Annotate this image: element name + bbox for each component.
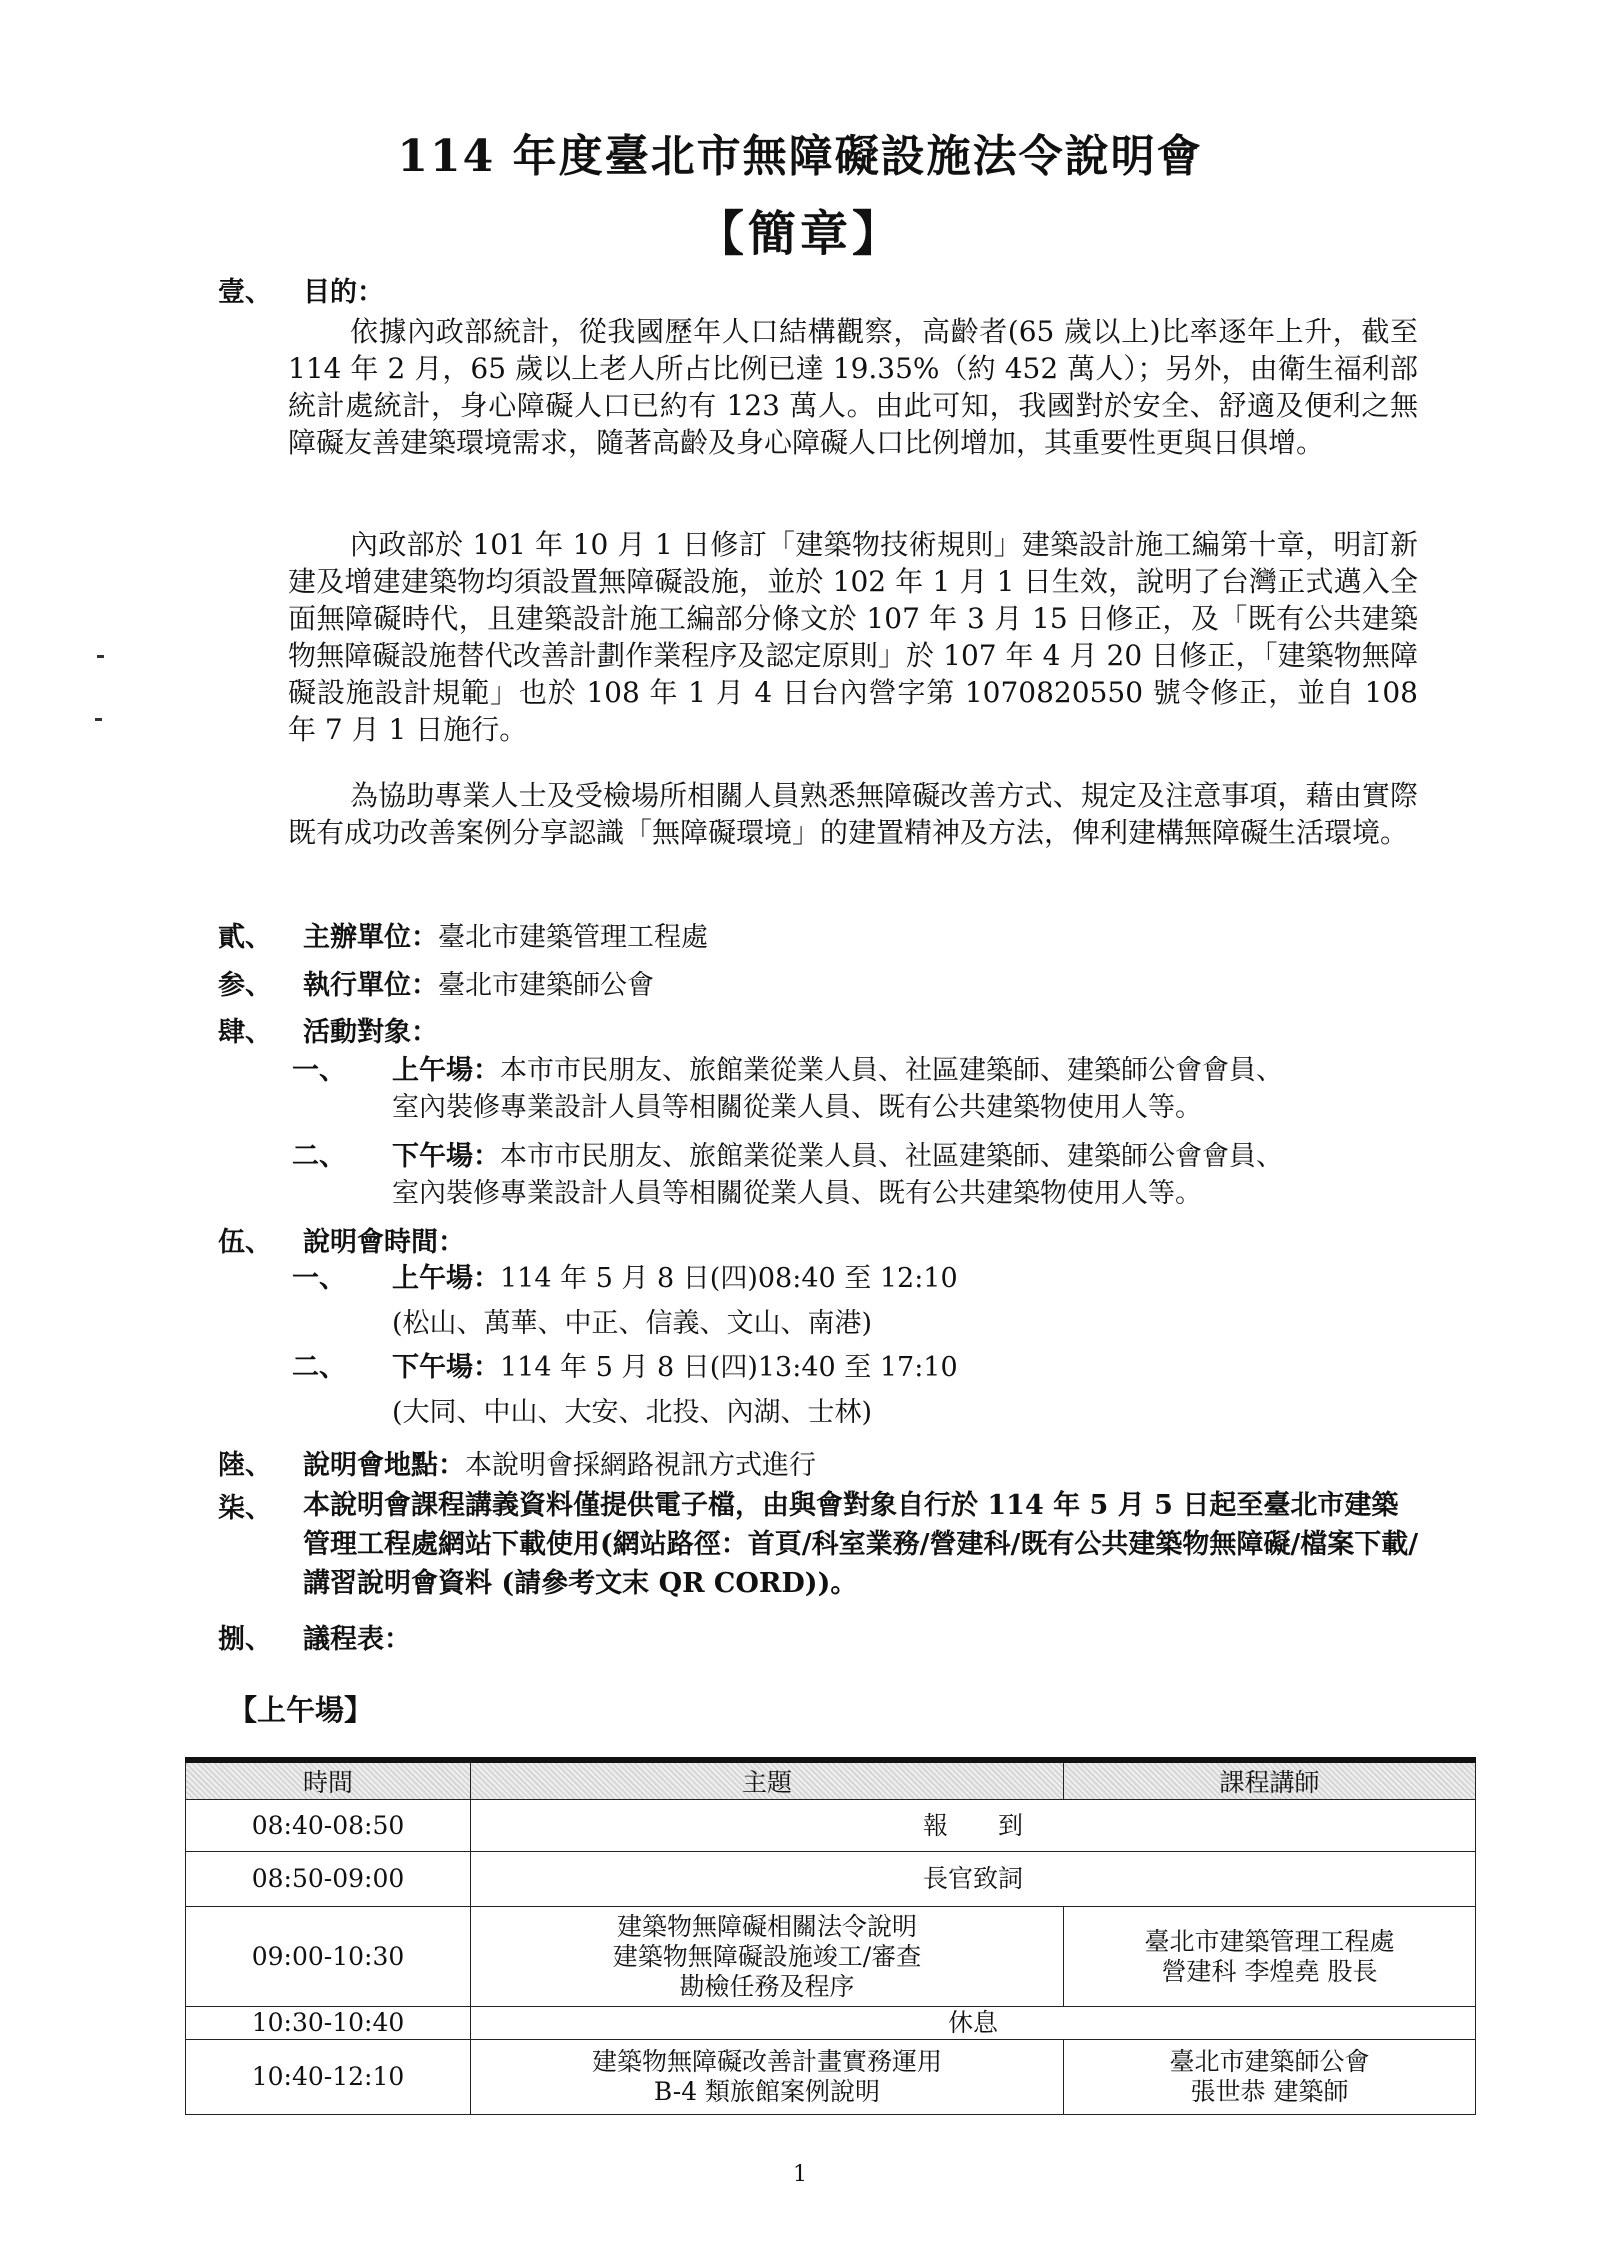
section-agenda <box>218 1617 411 1656</box>
item-line-2: (大同、中山、大安、北投、內湖、士林) <box>392 1397 873 1428</box>
cell-topic: 報 到 <box>471 1800 1476 1852</box>
section-number: 貳、 <box>218 922 272 953</box>
page-number: 1 <box>793 2162 807 2187</box>
item-number: 二、 <box>292 1352 346 1383</box>
section-label: 主辦單位： <box>303 922 438 953</box>
purpose-paragraph-1: 依據內政部統計，從我國歷年人口結構觀察，高齡者(65 歲以上)比率逐年上升，截至 114 年 2 月，65 歲以上老人所占比例已達 19.35%（約 452 萬人）；另外，由衛生福利部統計處統計，身心障礙人口已約有 123 萬人。由此可知，我國對於安全、舒適及便利之無障礙友善建築環境需求，隨著高齡及身心障礙人口比例增加，其重要性更與日俱增。 <box>288 315 1418 459</box>
section-number: 捌、 <box>218 1624 272 1655</box>
section-number: 肆、 <box>218 1017 272 1048</box>
cell-time: 08:50-09:00 <box>186 1852 471 1907</box>
cell-topic: 休息 <box>471 2007 1476 2040</box>
item-label: 上午場： <box>392 1055 500 1086</box>
table-row <box>186 2007 1476 2040</box>
header-topic: 主題 <box>471 1760 1064 1800</box>
agenda-table <box>185 1757 1476 2115</box>
section-number: 柒、 <box>218 1493 272 1524</box>
item-line-1: 114 年 5 月 8 日(四)08:40 至 12:10 <box>500 1263 958 1294</box>
section-label: 議程表： <box>303 1624 411 1655</box>
cell-topic: 長官致詞 <box>471 1852 1476 1907</box>
purpose-paragraph-2: 內政部於 101 年 10 月 1 日修訂「建築物技術規則」建築設計施工編第十章，明訂新建及增建建築物均須設置無障礙設施，並於 102 年 1 月 1 日生效，說明了台灣正式邁入全面無障礙時代，且建築設計施工編部分條文於 107 年 3 月 15 日修正，及「既有公共建築物無障礙設施替代改善計劃作業程序及認定原則」於 107 年 4 月 20 日修正，「建築物無障礙設施設計規範」也於 108 年 1 月 4 日台內營字第 1070820550 號令修正，並自 108 年 7 月 1 日施行。 <box>288 528 1418 746</box>
section-materials <box>218 1486 303 1525</box>
scan-speck <box>97 655 104 658</box>
header-time: 時間 <box>186 1760 471 1800</box>
section-audience <box>218 1010 438 1049</box>
cell-speaker: 臺北市建築管理工程處 營建科 李煌堯 股長 <box>1064 1907 1476 2007</box>
materials-paragraph: 本說明會課程講義資料僅提供電子檔，由與會對象自行於 114 年 5 月 5 日起至臺北市建築管理工程處網站下載使用(網站路徑：首頁/科室業務/營建科/既有公共建築物無障礙/檔案下載/講習說明會資料 (請參考文末 QR CORD))。 <box>303 1490 1419 1599</box>
section-location <box>218 1443 816 1482</box>
cell-speaker: 臺北市建築師公會 張世恭 建築師 <box>1064 2040 1476 2115</box>
section-executor <box>218 963 654 1002</box>
section-label: 說明會時間： <box>303 1227 465 1258</box>
item-line-2: 室內裝修專業設計人員等相關從業人員、既有公共建築物使用人等。 <box>392 1092 1202 1123</box>
section-number: 伍、 <box>218 1227 272 1258</box>
organizer-value: 臺北市建築管理工程處 <box>438 922 708 953</box>
section-organizer <box>218 915 708 954</box>
cell-time: 10:30-10:40 <box>186 2007 471 2040</box>
schedule-item <box>292 1345 958 1435</box>
audience-item <box>292 1138 1283 1212</box>
item-line-2: (松山、萬華、中正、信義、文山、南港) <box>392 1308 873 1339</box>
item-line-1: 本市市民朋友、旅館業從業人員、社區建築師、建築師公會會員、 <box>500 1055 1283 1086</box>
item-label: 上午場： <box>392 1263 500 1294</box>
cell-topic: 建築物無障礙相關法令說明 建築物無障礙設施竣工/審查 勘檢任務及程序 <box>471 1907 1064 2007</box>
session-label: 【上午場】 <box>228 1693 374 1727</box>
section-purpose <box>218 270 384 309</box>
schedule-item <box>292 1256 958 1346</box>
cell-time: 10:40-12:10 <box>186 2040 471 2115</box>
cell-time: 09:00-10:30 <box>186 1907 471 2007</box>
header-speaker: 課程講師 <box>1064 1760 1476 1800</box>
item-number: 二、 <box>292 1141 346 1172</box>
cell-topic: 建築物無障礙改善計畫實務運用 B-4 類旅館案例說明 <box>471 2040 1064 2115</box>
section-number: 陸、 <box>218 1450 272 1481</box>
item-label: 下午場： <box>392 1141 500 1172</box>
location-value: 本說明會採網路視訊方式進行 <box>465 1450 816 1481</box>
section-label: 目的： <box>303 277 384 308</box>
agenda-header-row <box>186 1760 1476 1800</box>
section-time <box>218 1220 465 1259</box>
purpose-paragraph-3: 為協助專業人士及受檢場所相關人員熟悉無障礙改善方式、規定及注意事項，藉由實際既有成功改善案例分享認識「無障礙環境」的建置精神及方法，俾利建構無障礙生活環境。 <box>288 779 1418 849</box>
audience-item <box>292 1052 1283 1126</box>
table-row <box>186 1800 1476 1852</box>
item-line-2: 室內裝修專業設計人員等相關從業人員、既有公共建築物使用人等。 <box>392 1178 1202 1209</box>
table-row <box>186 1907 1476 2007</box>
section-number: 壹、 <box>218 277 272 308</box>
section-number: 参、 <box>218 970 272 1001</box>
table-row <box>186 1852 1476 1907</box>
item-line-1: 本市市民朋友、旅館業從業人員、社區建築師、建築師公會會員、 <box>500 1141 1283 1172</box>
item-number: 一、 <box>292 1055 346 1086</box>
section-label: 說明會地點： <box>303 1450 465 1481</box>
scan-speck <box>95 718 102 721</box>
executor-value: 臺北市建築師公會 <box>438 970 654 1001</box>
cell-time: 08:40-08:50 <box>186 1800 471 1852</box>
item-number: 一、 <box>292 1263 346 1294</box>
document-title: 114 年度臺北市無障礙設施法令說明會 <box>397 131 1203 182</box>
section-label: 執行單位： <box>303 970 438 1001</box>
document-subtitle: 【簡章】 <box>695 206 904 262</box>
item-label: 下午場： <box>392 1352 500 1383</box>
item-line-1: 114 年 5 月 8 日(四)13:40 至 17:10 <box>500 1352 958 1383</box>
table-row <box>186 2040 1476 2115</box>
section-label: 活動對象： <box>303 1017 438 1048</box>
